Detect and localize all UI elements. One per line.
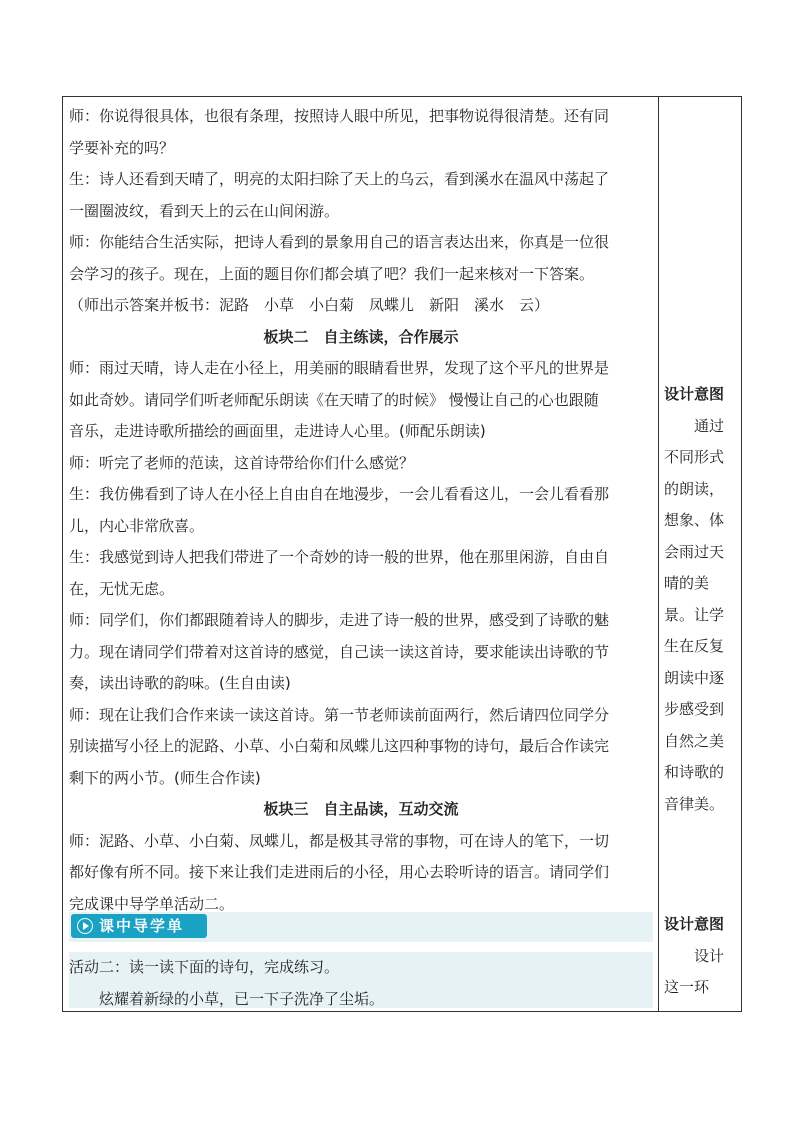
text-line: 儿，内心非常欣喜。 — [69, 516, 205, 535]
text-line: （师出示答案并板书：泥路 小草 小白菊 凤蝶儿 新阳 溪水 云） — [69, 296, 550, 314]
design-intent-2 — [664, 909, 734, 1004]
guide-tag — [71, 914, 207, 938]
intent-line: 朗读中逐 — [664, 668, 725, 687]
intent-line: 通过 — [694, 416, 725, 435]
section-heading: 板块三 自主品读，互动交流 — [263, 800, 459, 818]
text-line: 奏，读出诗歌的韵味。(生自由读) — [69, 674, 291, 692]
intent-title: 设计意图 — [664, 915, 725, 933]
text-line: 生：我感觉到诗人把我们带进了一个奇妙的诗一般的世界，他在那里闲游，自由自 — [69, 548, 610, 566]
text-line: 如此奇妙。请同学们听老师配乐朗读《在天晴了的时候》 慢慢让自己的心也跟随 — [69, 390, 599, 409]
intent-line: 音律美。 — [664, 794, 725, 813]
guide-banner — [69, 912, 653, 942]
text-line: 一圈圈波纹，看到天上的云在山间闲游。 — [69, 201, 340, 220]
intent-line: 和诗歌的 — [664, 763, 725, 781]
text-line: 师：听完了老师的范读，这首诗带给你们什么感觉？ — [69, 453, 415, 472]
text-line: 师：同学们，你们都跟随着诗人的脚步，走进了诗一般的世界，感受到了诗歌的魅 — [69, 611, 610, 629]
text-line: 生：诗人还看到天晴了，明亮的太阳扫除了天上的乌云，看到溪水在温风中荡起了 — [69, 170, 610, 188]
intent-line: 生在反复 — [664, 637, 725, 655]
text-line: 师：现在让我们合作来读一读这首诗。第一节老师读前面两行，然后请四位同学分 — [69, 705, 610, 724]
intent-line: 步感受到 — [664, 700, 725, 718]
text-line: 学要补充的吗？ — [69, 138, 175, 157]
design-intent-1 — [664, 379, 734, 820]
activity-poem-line: 炫耀着新绿的小草，已一下子洗净了尘垢。 — [69, 989, 385, 1008]
text-line: 在，无忧无虑。 — [69, 579, 175, 598]
intent-line: 会雨过天 — [664, 542, 725, 561]
intent-line: 的朗读， — [664, 479, 725, 498]
intent-line: 这一环 — [664, 978, 710, 996]
text-line: 都好像有所不同。接下来让我们走进雨后的小径，用心去聆听诗的语言。请同学们 — [69, 863, 610, 881]
text-line: 力。现在请同学们带着对这首诗的感觉，自己读一读这首诗，要求能读出诗歌的节 — [69, 642, 610, 661]
text-line: 音乐，走进诗歌所描绘的画面里，走进诗人心里。(师配乐朗读) — [69, 422, 486, 440]
text-line: 师：泥路、小草、小白菊、凤蝶儿，都是极其寻常的事物，可在诗人的笔下，一切 — [69, 831, 610, 850]
text-line: 师：你能结合生活实际，把诗人看到的景象用自己的语言表达出来，你真是一位很 — [69, 233, 610, 251]
column-divider — [658, 97, 659, 1011]
text-line: 师：雨过天晴，诗人走在小径上，用美丽的眼睛看世界，发现了这个平凡的世界是 — [69, 359, 610, 377]
activity-title: 活动二：读一读下面的诗句，完成练习。 — [69, 958, 340, 976]
intent-line: 自然之美 — [664, 731, 725, 750]
text-line: 剩下的两小节。(师生合作读) — [69, 768, 261, 787]
section-heading: 板块二 自主练读，合作展示 — [263, 327, 459, 346]
text-line: 师：你说得很具体，也很有条理，按照诗人眼中所见，把事物说得很清楚。还有同 — [69, 107, 610, 125]
text-line: 会学习的孩子。现在，上面的题目你们都会填了吧？我们一起来核对一下答案。 — [69, 264, 595, 283]
text-line: 别读描写小径上的泥路、小草、小白菊和凤蝶儿这四种事物的诗句，最后合作读完 — [69, 737, 610, 755]
play-circle-icon — [77, 918, 93, 934]
text-line: 完成课中导学单活动二。 — [69, 894, 235, 913]
intent-line: 景。让学 — [664, 605, 725, 624]
intent-line: 想象、体 — [664, 511, 725, 529]
text-line: 生：我仿佛看到了诗人在小径上自由自在地漫步，一会儿看看这儿，一会儿看看那 — [69, 485, 610, 503]
intent-line: 设计 — [694, 946, 725, 965]
lesson-table — [62, 96, 742, 1012]
main-column — [69, 101, 653, 920]
intent-title: 设计意图 — [664, 385, 725, 403]
intent-line: 不同形式 — [664, 448, 725, 466]
guide-label: 课中导学单 — [99, 917, 185, 935]
intent-line: 晴的美 — [664, 574, 710, 592]
activity-box — [69, 952, 653, 1008]
